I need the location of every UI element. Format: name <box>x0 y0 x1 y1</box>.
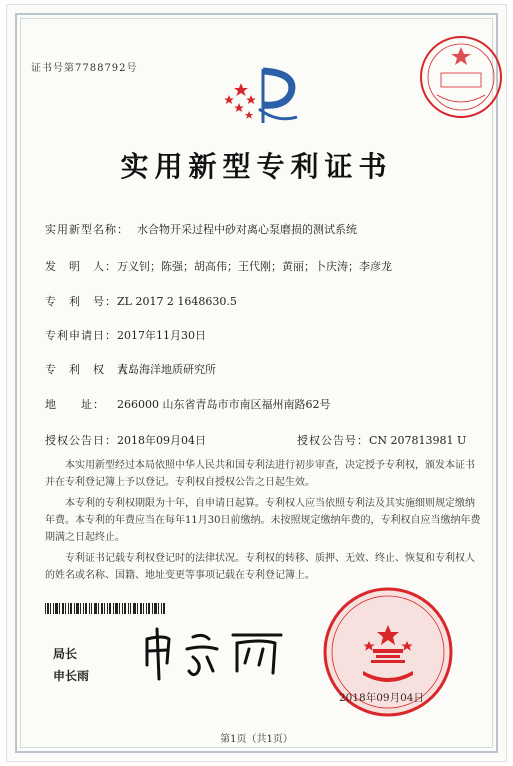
top-right-seal <box>417 33 505 121</box>
signer-name: 申长雨 <box>53 669 90 683</box>
field-value: 2018年09月04日 <box>117 434 206 447</box>
field-label: 授权公告日： <box>45 434 117 447</box>
certificate-number: 证书号第7788792号 <box>31 63 138 74</box>
field-value: CN 207813981 U <box>369 434 467 447</box>
field-label: 授权公告号： <box>297 434 369 447</box>
barcode <box>45 603 165 614</box>
paragraph-term-statement: 本专利的专利权期限为十年，自申请日起算。专利权人应当依照专利法及其实施细则规定缴纳年费。本专利的年费应当在每年11月30日前缴纳。未按照规定缴纳年费的，专利权自应当缴纳年费期满之日起终止。 <box>45 498 481 543</box>
field-label: 专 利 权 人： <box>45 363 141 376</box>
field-utility-model-name <box>45 221 357 237</box>
certificate-page <box>6 4 507 762</box>
field-label: 发 明 人： <box>45 260 117 273</box>
field-label: 实用新型名称： <box>45 223 129 236</box>
field-publication-number <box>297 432 466 448</box>
field-label: 专 利 号： <box>45 295 117 308</box>
field-label: 专利申请日： <box>45 329 117 342</box>
paragraph-legal-status: 专利证书记载专利权登记时的法律状况。专利权的转移、质押、无效、终止、恢复和专利权人的姓名或名称、国籍、地址变更等事项记载在专利登记簿上。 <box>45 553 475 581</box>
handwritten-signature <box>137 625 287 681</box>
field-address <box>45 396 330 412</box>
field-patent-number <box>45 293 237 309</box>
signer-title: 局长 <box>53 647 78 661</box>
page-number: 第1页（共1页） <box>220 734 293 745</box>
seal-date: 2018年09月04日 <box>339 692 424 704</box>
field-label: 地 址： <box>45 398 105 411</box>
field-application-date <box>45 327 206 343</box>
patent-office-logo-icon <box>219 65 301 127</box>
paragraph-grant-statement: 本实用新型经过本局依照中华人民共和国专利法进行初步审查，决定授予专利权，颁发本证书并在专利登记簿上予以登记。专利权自授权公告之日起生效。 <box>45 460 475 488</box>
field-patentee <box>45 361 216 377</box>
field-grant-date <box>45 432 206 448</box>
field-value: 万义钊；陈强；胡高伟；王代刚；黄丽；卜庆涛；李彦龙 <box>117 260 392 273</box>
field-value: ZL 2017 2 1648630.5 <box>117 295 237 308</box>
field-inventors <box>45 258 392 274</box>
field-value: 青岛海洋地质研究所 <box>117 363 216 376</box>
field-value: 2017年11月30日 <box>117 329 206 342</box>
certificate-title: 实用新型专利证书 <box>120 150 393 183</box>
field-value: 水合物开采过程中砂对离心泵磨损的测试系统 <box>137 223 357 236</box>
field-value: 266000 山东省青岛市市南区福州南路62号 <box>117 398 331 411</box>
